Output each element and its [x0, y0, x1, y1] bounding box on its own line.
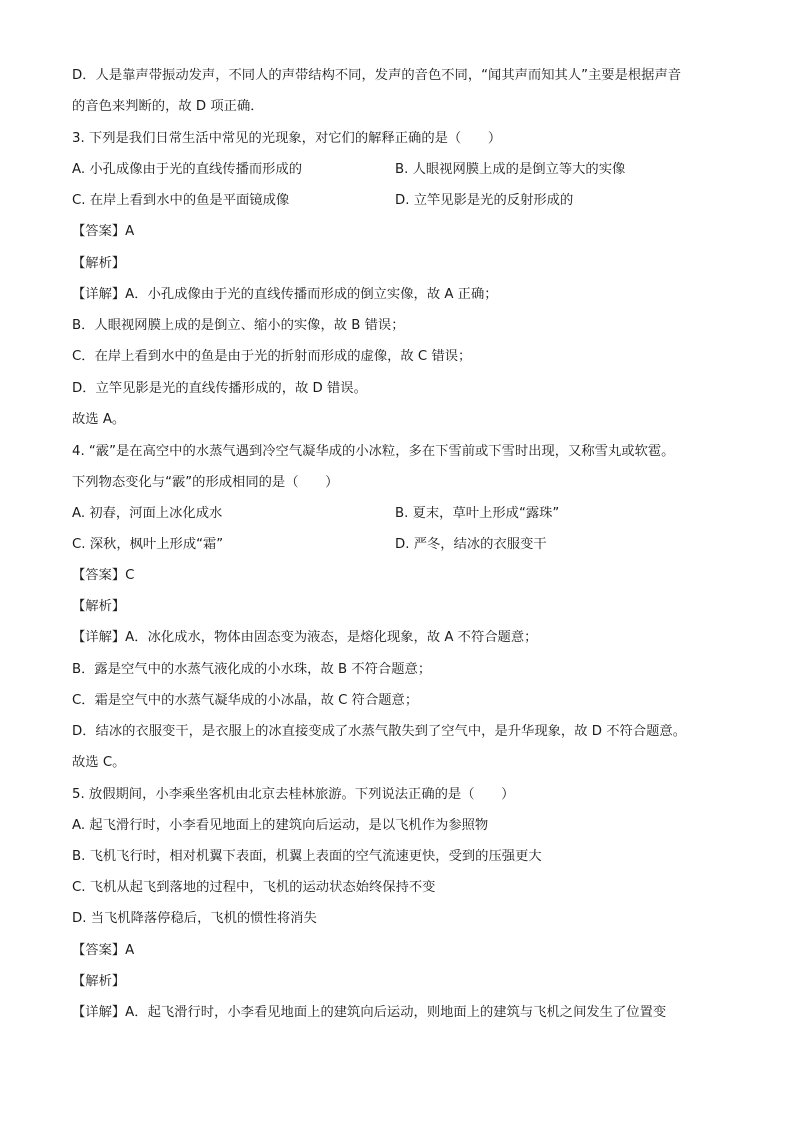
- question-4-option-d: D. 严冬，结冰的衣服变干: [395, 537, 547, 552]
- question-4-conclusion: 故选 C。: [72, 755, 126, 770]
- question-3-detail-b: B．人眼视网膜上成的是倒立、缩小的实像，故 B 错误；: [72, 318, 405, 333]
- question-3-answer: 【答案】A: [72, 224, 135, 239]
- question-3-options-row-1: [72, 160, 732, 180]
- question-4-analysis-label: 【解析】: [72, 599, 126, 614]
- prev-option-d-line-1: D．人是靠声带振动发声，不同人的声带结构不同，发声的音色不同，“闻其声而知其人”主要是根据声音: [72, 68, 682, 83]
- question-4-options-row-1: [72, 504, 732, 524]
- question-3-detail-a: 【详解】A．小孔成像由于光的直线传播而形成的倒立实像，故 A 正确；: [72, 287, 498, 302]
- question-3-option-a: A. 小孔成像由于光的直线传播而形成的: [72, 162, 303, 177]
- question-4-detail-b: B．露是空气中的水蒸气液化成的小水珠，故 B 不符合题意；: [72, 662, 432, 677]
- prev-option-d-line-2: 的音色来判断的，故 D 项正确．: [72, 99, 264, 114]
- question-5-detail-a: 【详解】A．起飞滑行时，小李看见地面上的建筑向后运动，则地面上的建筑与飞机之间发生了位置变: [72, 1005, 667, 1020]
- question-4-detail-c: C．霜是空气中的水蒸气凝华成的小冰晶，故 C 符合题意；: [72, 693, 419, 708]
- question-3-option-c: C. 在岸上看到水中的鱼是平面镜成像: [72, 193, 290, 208]
- question-3-analysis-label: 【解析】: [72, 256, 126, 271]
- question-4-answer: 【答案】C: [72, 568, 135, 583]
- question-5-option-b: B. 飞机飞行时，相对机翼下表面，机翼上表面的空气流速更快，受到的压强更大: [72, 849, 542, 864]
- question-4-option-a: A. 初春，河面上冰化成水: [72, 506, 223, 521]
- question-3-stem: 3. 下列是我们日常生活中常见的光现象，对它们的解释正确的是（ ）: [72, 131, 502, 146]
- question-5-option-d: D. 当飞机降落停稳后，飞机的惯性将消失: [72, 911, 317, 926]
- question-3-option-d: D. 立竿见影是光的反射形成的: [395, 193, 574, 208]
- question-3-option-b: B. 人眼视网膜上成的是倒立等大的实像: [395, 162, 626, 177]
- question-4-detail-d: D．结冰的衣服变干，是衣服上的冰直接变成了水蒸气散失到了空气中，是升华现象，故 D 不符合题意。: [72, 724, 686, 739]
- question-3-detail-c: C．在岸上看到水中的鱼是由于光的折射而形成的虚像，故 C 错误；: [72, 349, 472, 364]
- question-4-options-row-2: [72, 535, 732, 555]
- question-3-detail-d: D．立竿见影是光的直线传播形成的，故 D 错误。: [72, 381, 367, 396]
- question-3-options-row-2: [72, 191, 732, 211]
- question-4-stem-line-1: 4. “霰”是在高空中的水蒸气遇到冷空气凝华成的小冰粒，多在下雪前或下雪时出现，又称雪丸或软雹。: [72, 444, 675, 459]
- question-4-option-b: B. 夏末，草叶上形成“露珠”: [395, 506, 560, 521]
- question-4-stem-line-2: 下列物态变化与“霰”的形成相同的是（ ）: [72, 475, 339, 490]
- question-4-option-c: C. 深秋，枫叶上形成“霜”: [72, 537, 224, 552]
- question-5-option-a: A. 起飞滑行时，小李看见地面上的建筑向后运动，是以飞机作为参照物: [72, 818, 489, 833]
- question-5-answer: 【答案】A: [72, 943, 135, 958]
- question-5-analysis-label: 【解析】: [72, 974, 126, 989]
- question-3-conclusion: 故选 A。: [72, 412, 126, 427]
- question-4-detail-a: 【详解】A．冰化成水，物体由固态变为液态，是熔化现象，故 A 不符合题意；: [72, 630, 538, 645]
- question-5-stem: 5. 放假期间，小李乘坐客机由北京去桂林旅游。下列说法正确的是（ ）: [72, 787, 515, 802]
- question-5-option-c: C. 飞机从起飞到落地的过程中，飞机的运动状态始终保持不变: [72, 880, 436, 895]
